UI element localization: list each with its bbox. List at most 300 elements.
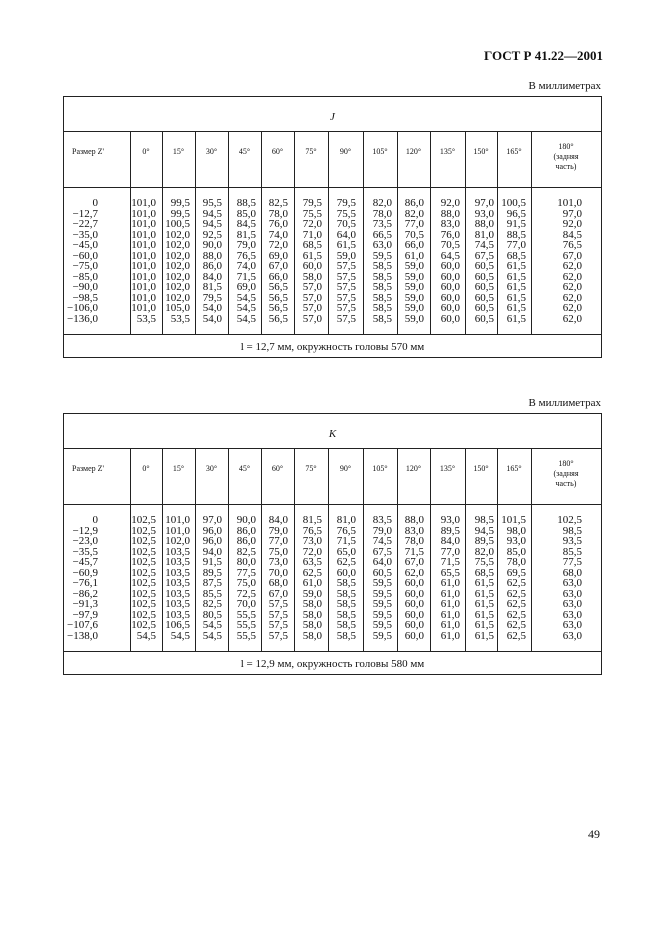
table-cell: 82,0 xyxy=(474,545,494,558)
table-cell: 58,5 xyxy=(372,270,392,283)
table-cell: 81,5 xyxy=(236,228,256,241)
table-cell: 96,5 xyxy=(506,207,526,220)
table-cell: 65,0 xyxy=(336,545,356,558)
table-cell: 103,5 xyxy=(165,577,190,589)
table-cell: 102,5 xyxy=(131,545,156,558)
table-cell: 58,5 xyxy=(372,281,392,293)
table-cell: 62,0 xyxy=(404,566,424,579)
table-cell: 77,0 xyxy=(268,535,288,547)
table-cell: 62,0 xyxy=(562,302,582,314)
table-cell: 61,5 xyxy=(506,281,526,293)
table-cell: 85,0 xyxy=(506,545,526,558)
table-cell: 62,5 xyxy=(506,608,526,621)
table-cell: 61,5 xyxy=(506,291,526,304)
table-cell: 61,5 xyxy=(506,302,526,314)
table-cell: 60,5 xyxy=(372,566,392,579)
table-cell: 69,0 xyxy=(268,249,288,262)
table-cell: 66,5 xyxy=(372,228,392,241)
table-cell: 57,5 xyxy=(336,270,356,283)
table-cell: 101,0 xyxy=(165,514,190,526)
table-cell: 85,5 xyxy=(202,587,222,600)
table-cell: 93,5 xyxy=(562,535,582,547)
column-header-angle: 45° xyxy=(238,464,251,473)
table-cell: 85,5 xyxy=(562,545,582,558)
table-cell: 61,5 xyxy=(474,587,494,600)
table-cell: 63,5 xyxy=(302,556,322,568)
table-cell: 63,0 xyxy=(562,619,582,631)
table-cell: 61,0 xyxy=(440,619,460,631)
table-cell: −12,9 xyxy=(72,524,98,537)
table-cell: 102,0 xyxy=(165,281,190,293)
table-cell: 93,0 xyxy=(506,535,526,547)
table-cell: 61,0 xyxy=(440,587,460,600)
table-cell: 88,0 xyxy=(404,514,424,526)
column-header-angle: 90° xyxy=(339,147,352,156)
table-cell: 60,0 xyxy=(404,577,424,589)
table-cell: 58,5 xyxy=(336,608,356,621)
table-cell: −23,0 xyxy=(72,535,98,547)
table-cell: 62,0 xyxy=(562,281,582,293)
table-cell: 101,0 xyxy=(131,218,156,230)
table-cell: 61,5 xyxy=(474,629,494,642)
table-cell: 59,0 xyxy=(404,281,424,293)
table-cell: 55,5 xyxy=(236,629,256,642)
units-label: В миллиметрах xyxy=(528,397,601,409)
table-cell: 73,0 xyxy=(268,556,288,568)
table-cell: −107,6 xyxy=(67,619,98,631)
column-header-angle: 0° xyxy=(142,147,150,156)
table-cell: 58,0 xyxy=(302,270,322,283)
table-cell: 63,0 xyxy=(562,629,582,642)
data-column xyxy=(62,198,98,324)
table-cell: 60,5 xyxy=(474,312,494,325)
table-cell: 83,5 xyxy=(372,514,392,526)
table-cell: 101,0 xyxy=(131,197,156,209)
table-cell: 89,5 xyxy=(474,535,494,547)
data-column xyxy=(120,198,156,324)
table-cell: 61,5 xyxy=(506,312,526,325)
table-cell: 81,0 xyxy=(336,514,356,526)
table-cell: 58,5 xyxy=(336,598,356,610)
table-cell: 61,5 xyxy=(336,239,356,251)
table-cell: 86,0 xyxy=(202,260,222,272)
table-cell: 100,5 xyxy=(501,197,526,209)
table-cell: 75,0 xyxy=(236,577,256,589)
table-cell: 58,5 xyxy=(336,577,356,589)
table-cell: 57,5 xyxy=(336,302,356,314)
table-cell: 62,0 xyxy=(562,312,582,325)
table-cell: 76,5 xyxy=(302,524,322,537)
table-cell: 68,0 xyxy=(562,566,582,579)
table-cell: 63,0 xyxy=(562,577,582,589)
data-column xyxy=(252,515,288,641)
table-cell: 60,0 xyxy=(404,598,424,610)
table-cell: 54,5 xyxy=(202,619,222,631)
table-cell: 73,0 xyxy=(302,535,322,547)
table-cell: 56,5 xyxy=(268,291,288,304)
column-header-angle: 120° xyxy=(405,464,422,473)
table-cell: 54,5 xyxy=(170,629,190,642)
units-label: В миллиметрах xyxy=(528,80,601,92)
table-cell: 64,5 xyxy=(440,249,460,262)
table-cell: 73,5 xyxy=(372,218,392,230)
column-header-angle: 15° xyxy=(172,147,185,156)
table-cell: 102,0 xyxy=(165,291,190,304)
table-cell: 67,0 xyxy=(268,260,288,272)
table-cell: 82,0 xyxy=(404,207,424,220)
table-cell: 102,0 xyxy=(165,535,190,547)
data-column xyxy=(220,515,256,641)
table-cell: 103,5 xyxy=(165,556,190,568)
table-cell: 59,5 xyxy=(372,598,392,610)
table-cell: −98,5 xyxy=(72,291,98,304)
table-cell: 84,5 xyxy=(562,228,582,241)
table-cell: 68,5 xyxy=(506,249,526,262)
table-cell: 76,0 xyxy=(268,218,288,230)
table-cell: 59,5 xyxy=(372,629,392,642)
table-cell: 93,0 xyxy=(440,514,460,526)
table-cell: 103,5 xyxy=(165,587,190,600)
table-cell: 57,5 xyxy=(336,281,356,293)
data-column xyxy=(252,198,288,324)
table-cell: 60,5 xyxy=(474,270,494,283)
table-cell: 62,5 xyxy=(506,598,526,610)
table-cell: 62,0 xyxy=(562,260,582,272)
table-cell: 97,0 xyxy=(562,207,582,220)
table-cell: 62,5 xyxy=(506,619,526,631)
table-cell: 60,0 xyxy=(336,566,356,579)
table-cell: −136,0 xyxy=(67,312,98,325)
table-cell: 58,5 xyxy=(372,260,392,272)
table-cell: −35,5 xyxy=(72,545,98,558)
table-cell: 82,5 xyxy=(202,598,222,610)
data-column xyxy=(522,198,582,324)
table-cell: −86,2 xyxy=(72,587,98,600)
table-cell: 86,0 xyxy=(236,535,256,547)
table-cell: 101,0 xyxy=(131,207,156,220)
table-cell: 76,5 xyxy=(236,249,256,262)
data-column xyxy=(62,515,98,641)
table-section-label: J xyxy=(330,111,335,123)
table-cell: 81,0 xyxy=(474,228,494,241)
table-rule xyxy=(64,448,601,449)
table-cell: 102,0 xyxy=(165,260,190,272)
table-cell: 102,5 xyxy=(131,535,156,547)
table-cell: 60,5 xyxy=(474,260,494,272)
data-column xyxy=(318,198,356,324)
table-cell: 64,0 xyxy=(336,228,356,241)
table-cell: 61,5 xyxy=(506,270,526,283)
data-column xyxy=(386,515,424,641)
table-cell: 62,5 xyxy=(302,566,322,579)
table-cell: 59,5 xyxy=(372,249,392,262)
table-cell: 0 xyxy=(92,514,98,526)
table-rule xyxy=(64,131,601,132)
table-cell: 59,0 xyxy=(336,249,356,262)
table-cell: 55,5 xyxy=(236,608,256,621)
table-cell: 98,0 xyxy=(506,524,526,537)
table-cell: −106,0 xyxy=(67,302,98,314)
table-cell: 53,5 xyxy=(136,312,156,325)
table-cell: 54,5 xyxy=(202,629,222,642)
table-cell: 105,0 xyxy=(165,302,190,314)
table-cell: 63,0 xyxy=(562,608,582,621)
table-cell: 57,5 xyxy=(268,608,288,621)
table-cell: 61,5 xyxy=(474,619,494,631)
table-cell: 88,5 xyxy=(506,228,526,241)
data-column xyxy=(286,198,322,324)
table-cell: 79,0 xyxy=(268,524,288,537)
table-cell: 84,5 xyxy=(236,218,256,230)
table-cell: 80,0 xyxy=(236,556,256,568)
table-cell: 60,0 xyxy=(404,619,424,631)
table-cell: 79,0 xyxy=(372,524,392,537)
table-cell: −75,0 xyxy=(72,260,98,272)
table-cell: 77,0 xyxy=(506,239,526,251)
table-cell: 58,5 xyxy=(372,312,392,325)
table-cell: 57,0 xyxy=(302,291,322,304)
table-cell: 90,0 xyxy=(202,239,222,251)
column-header-angle: 30° xyxy=(205,147,218,156)
table-rule xyxy=(64,651,601,652)
column-header-angle: 90° xyxy=(339,464,352,473)
table-cell: 69,5 xyxy=(506,566,526,579)
table-cell: 56,5 xyxy=(268,312,288,325)
table-cell: 58,5 xyxy=(336,619,356,631)
table-cell: 78,0 xyxy=(372,207,392,220)
table-cell: 82,5 xyxy=(268,197,288,209)
table-cell: 62,5 xyxy=(336,556,356,568)
column-header-angle: 150° xyxy=(473,147,489,156)
column-header-angle: 180° (задняя часть) xyxy=(553,142,579,171)
table-cell: 62,0 xyxy=(562,270,582,283)
table-cell: 61,0 xyxy=(404,249,424,262)
table-cell: 54,5 xyxy=(236,312,256,325)
table-cell: 61,0 xyxy=(440,608,460,621)
table-cell: 77,5 xyxy=(236,566,256,579)
column-header-angle: 180° (задняя часть) xyxy=(553,459,579,488)
table-rule xyxy=(64,504,601,505)
data-column xyxy=(522,515,582,641)
table-cell: 102,5 xyxy=(131,524,156,537)
table-cell: 70,5 xyxy=(440,239,460,251)
column-header-angle: 60° xyxy=(271,464,284,473)
column-header-angle: 15° xyxy=(172,464,185,473)
table-cell: 74,0 xyxy=(236,260,256,272)
table-cell: 97,0 xyxy=(474,197,494,209)
table-cell: 57,5 xyxy=(268,598,288,610)
table-cell: 84,0 xyxy=(202,270,222,283)
table-cell: 63,0 xyxy=(562,587,582,600)
data-column xyxy=(186,198,222,324)
table-cell: 62,5 xyxy=(506,587,526,600)
column-header-angle: 135° xyxy=(439,147,456,156)
table-cell: 97,0 xyxy=(202,514,222,526)
table-cell: 57,0 xyxy=(302,281,322,293)
table-cell: 54,5 xyxy=(136,629,156,642)
table-cell: 63,0 xyxy=(372,239,392,251)
table-cell: 101,5 xyxy=(501,514,526,526)
data-column xyxy=(286,515,322,641)
table-cell: 71,5 xyxy=(440,556,460,568)
table-cell: 67,5 xyxy=(372,545,392,558)
data-column xyxy=(488,515,526,641)
table-cell: 77,5 xyxy=(562,556,582,568)
table-cell: 103,5 xyxy=(165,545,190,558)
table-cell: 72,0 xyxy=(302,218,322,230)
table-cell: 64,0 xyxy=(372,556,392,568)
table-cell: 84,0 xyxy=(440,535,460,547)
table-cell: 79,5 xyxy=(336,197,356,209)
table-cell: 56,5 xyxy=(268,281,288,293)
table-cell: 61,5 xyxy=(474,608,494,621)
table-cell: 60,0 xyxy=(404,587,424,600)
table-cell: 59,0 xyxy=(302,587,322,600)
table-cell: 70,5 xyxy=(404,228,424,241)
table-cell: 58,5 xyxy=(372,291,392,304)
table-cell: 92,0 xyxy=(562,218,582,230)
measurement-table xyxy=(63,413,602,675)
table-cell: 78,0 xyxy=(506,556,526,568)
table-cell: 58,0 xyxy=(302,598,322,610)
table-cell: 103,5 xyxy=(165,598,190,610)
table-cell: 102,5 xyxy=(131,514,156,526)
table-cell: 103,5 xyxy=(165,566,190,579)
table-cell: 60,0 xyxy=(440,312,460,325)
table-cell: 69,0 xyxy=(236,281,256,293)
table-cell: 59,5 xyxy=(372,587,392,600)
table-cell: 70,0 xyxy=(268,566,288,579)
table-cell: 59,5 xyxy=(372,608,392,621)
table-cell: 72,0 xyxy=(268,239,288,251)
table-cell: 94,5 xyxy=(474,524,494,537)
table-cell: 61,5 xyxy=(302,249,322,262)
table-cell: 67,0 xyxy=(562,249,582,262)
column-header-angle: 30° xyxy=(205,464,218,473)
table-cell: 96,0 xyxy=(202,535,222,547)
table-cell: 70,5 xyxy=(336,218,356,230)
table-cell: 60,0 xyxy=(404,608,424,621)
table-cell: 93,0 xyxy=(474,207,494,220)
table-cell: 54,5 xyxy=(236,302,256,314)
table-cell: 58,0 xyxy=(302,629,322,642)
column-header-angle: 135° xyxy=(439,464,456,473)
column-header-angle: 150° xyxy=(473,464,489,473)
table-cell: 101,0 xyxy=(557,197,582,209)
table-cell: 68,5 xyxy=(302,239,322,251)
table-cell: 61,0 xyxy=(302,577,322,589)
table-cell: 63,0 xyxy=(562,598,582,610)
table-cell: 84,0 xyxy=(268,514,288,526)
table-cell: 102,5 xyxy=(131,587,156,600)
table-cell: −76,1 xyxy=(72,577,98,589)
table-cell: −45,7 xyxy=(72,556,98,568)
table-cell: 62,5 xyxy=(506,629,526,642)
table-cell: 89,5 xyxy=(440,524,460,537)
table-cell: −60,0 xyxy=(72,249,98,262)
table-cell: 101,0 xyxy=(131,302,156,314)
table-cell: 57,5 xyxy=(336,291,356,304)
table-cell: 75,5 xyxy=(302,207,322,220)
table-footnote: l = 12,7 мм, окружность головы 570 мм xyxy=(240,341,425,353)
table-cell: 60,0 xyxy=(404,629,424,642)
table-cell: 57,5 xyxy=(268,619,288,631)
table-cell: 82,5 xyxy=(236,545,256,558)
table-cell: 54,0 xyxy=(202,302,222,314)
table-cell: 60,0 xyxy=(302,260,322,272)
table-cell: 60,5 xyxy=(474,281,494,293)
table-cell: 99,5 xyxy=(170,197,190,209)
column-header-angle: 60° xyxy=(271,147,284,156)
table-cell: 78,0 xyxy=(404,535,424,547)
table-cell: 75,0 xyxy=(268,545,288,558)
table-cell: −97,9 xyxy=(72,608,98,621)
table-cell: 61,5 xyxy=(506,260,526,272)
table-cell: 58,5 xyxy=(336,629,356,642)
table-cell: 59,5 xyxy=(372,619,392,631)
table-cell: 77,0 xyxy=(404,218,424,230)
table-cell: 57,0 xyxy=(302,302,322,314)
table-cell: 59,0 xyxy=(404,312,424,325)
table-cell: 61,0 xyxy=(440,629,460,642)
table-cell: 60,5 xyxy=(474,291,494,304)
column-header-angle: 165° xyxy=(506,464,522,473)
table-cell: −12,7 xyxy=(72,207,98,220)
table-cell: 58,0 xyxy=(302,608,322,621)
table-cell: 88,5 xyxy=(236,197,256,209)
table-cell: 102,0 xyxy=(165,249,190,262)
table-cell: 102,5 xyxy=(131,608,156,621)
column-header-angle: 105° xyxy=(372,464,388,473)
table-cell: 72,5 xyxy=(236,587,256,600)
table-cell: 82,0 xyxy=(372,197,392,209)
table-cell: 57,5 xyxy=(268,629,288,642)
table-cell: 71,5 xyxy=(404,545,424,558)
table-cell: 96,0 xyxy=(202,524,222,537)
table-cell: 60,5 xyxy=(474,302,494,314)
data-column xyxy=(120,515,156,641)
column-header-angle: 75° xyxy=(305,147,317,156)
table-cell: 62,0 xyxy=(562,291,582,304)
table-cell: 106,5 xyxy=(165,619,190,631)
table-cell: 88,0 xyxy=(440,207,460,220)
table-cell: 86,0 xyxy=(236,524,256,537)
table-cell: 89,5 xyxy=(202,566,222,579)
table-footnote: l = 12,9 мм, окружность головы 580 мм xyxy=(240,658,425,670)
table-cell: 102,5 xyxy=(557,514,582,526)
table-cell: 101,0 xyxy=(131,239,156,251)
page-number: 49 xyxy=(588,827,600,841)
table-cell: 75,5 xyxy=(336,207,356,220)
table-cell: 58,0 xyxy=(302,619,322,631)
column-header-angle: 120° xyxy=(405,147,422,156)
data-column xyxy=(318,515,356,641)
column-header-angle: 0° xyxy=(142,464,150,473)
table-cell: 62,5 xyxy=(506,577,526,589)
table-cell: 88,0 xyxy=(202,249,222,262)
table-cell: 65,5 xyxy=(440,566,460,579)
table-cell: −35,0 xyxy=(72,228,98,241)
column-header-angle: 75° xyxy=(305,464,317,473)
data-column xyxy=(422,198,460,324)
column-header-angle: 105° xyxy=(372,147,388,156)
table-cell: 94,5 xyxy=(202,207,222,220)
table-cell: 79,5 xyxy=(302,197,322,209)
table-cell: 98,5 xyxy=(474,514,494,526)
table-cell: 88,0 xyxy=(474,218,494,230)
table-cell: 102,5 xyxy=(131,566,156,579)
table-cell: 99,5 xyxy=(170,207,190,220)
